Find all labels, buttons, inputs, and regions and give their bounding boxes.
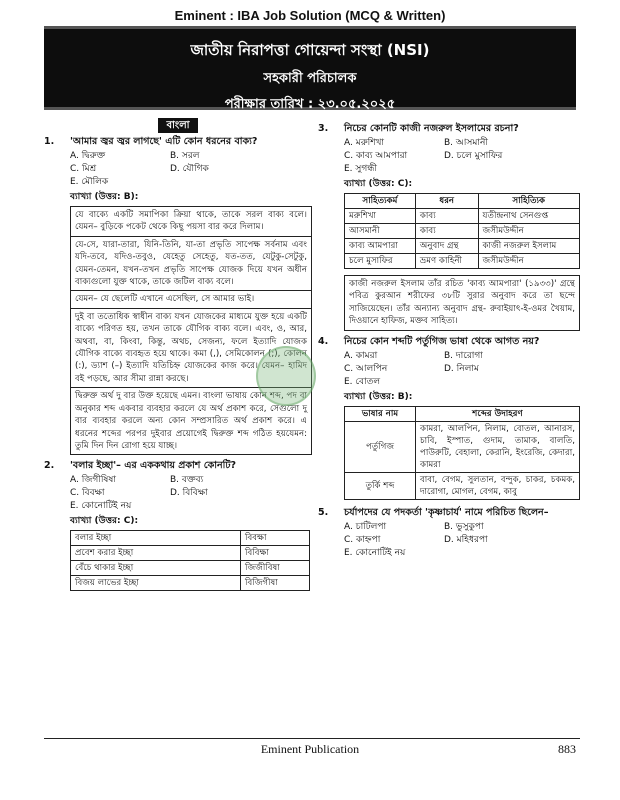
option-b: B. ভুসুকুপা: [444, 521, 484, 532]
table-cell: জিজীবিষা: [241, 561, 310, 576]
table-header: সাহিত্যিক: [478, 194, 579, 209]
right-column: [318, 118, 580, 560]
exam-header-box: [44, 26, 576, 110]
option-d: D. চলে মুসাফির: [444, 151, 503, 161]
table-cell: তুর্কি শব্দ: [345, 472, 416, 499]
option-d: D. মহিধরপা: [444, 534, 488, 545]
question-number: 1.: [44, 136, 55, 147]
question-number: 5.: [318, 506, 329, 518]
table-row: [71, 531, 310, 546]
table-cell: বেঁচে থাকার ইচ্ছা: [71, 561, 241, 576]
answer-table: [344, 193, 580, 269]
table-cell: বলার ইচ্ছা: [71, 531, 241, 546]
table-row: [345, 254, 580, 269]
table-cell: জসীমউদ্দীন: [478, 254, 579, 269]
answer-table: [70, 530, 310, 591]
option-a: A. দ্বিরুক্ত: [70, 151, 106, 161]
question-number: 3.: [318, 123, 329, 134]
book-title: Eminent : IBA Job Solution (MCQ & Written): [174, 8, 446, 23]
table-cell: চলে মুসাফির: [345, 254, 416, 269]
table-cell: পর্তুগিজ: [345, 421, 416, 472]
option-c: C. বিবক্ষা: [70, 488, 105, 499]
table-cell: জসীমউদ্দীন: [478, 224, 579, 239]
option-d: D. বিবিক্ষা: [170, 488, 208, 499]
option-c: C. আলপিন: [344, 363, 388, 374]
answer-table: [344, 406, 580, 500]
option-c: C. কাহ্নপা: [344, 534, 381, 545]
question-4-options: [318, 350, 580, 376]
table-cell: অনুবাদ গ্রন্থ: [415, 239, 478, 254]
table-cell: বিজিগীষা: [241, 576, 310, 591]
option-a: A. জিগীষিষা: [70, 475, 116, 486]
option-d: D. যৌগিক: [170, 164, 209, 174]
option-d: D. নিলাম: [444, 363, 479, 374]
footer-divider: [44, 738, 580, 739]
publisher-watermark-icon: [256, 346, 316, 406]
table-row: [345, 224, 580, 239]
table-cell: মরুশিখা: [345, 209, 416, 224]
option-a: A. কামরা: [344, 350, 378, 361]
answer-label: ব্যাখ্যা (উত্তর: B):: [70, 192, 139, 202]
option-e: E. বোতল: [344, 376, 381, 387]
answer-label: ব্যাখ্যা (উত্তর: C):: [344, 179, 413, 189]
footer-publisher: Eminent Publication: [260, 742, 360, 756]
table-row: [345, 239, 580, 254]
question-3: [318, 122, 580, 135]
table-cell: কাব্য: [415, 209, 478, 224]
table-row: [71, 546, 310, 561]
table-header: শব্দের উদাহরণ: [416, 406, 580, 421]
question-2: [44, 459, 312, 472]
table-row: [71, 561, 310, 576]
table-row: [71, 576, 310, 591]
page-number: 883: [558, 742, 576, 756]
table-cell: ভ্রমণ কাহিনী: [415, 254, 478, 269]
question-5-options: [318, 521, 580, 547]
explanation-box: যে-সে, যারা-তারা, যিনি-তিনি, যা-তা প্রভৃতি সাপেক্ষ সর্বনাম এবং যদি-তবে, যদিও-তবুও, যেহেতু সেহেতু, যত-তত, যেটুকু-সেটুকু, যেমন-তেমন, যখন-তখন প্রভৃতি সাপেক্ষ যোজক দিয়ে যখন অধীন বাক্যগুলো যুক্ত থাকে, তাকে জটিল বাক্য বলে।: [70, 237, 312, 292]
table-header-row: [345, 406, 580, 421]
table-header: সাহিত্যকর্ম: [345, 194, 416, 209]
table-cell: বিজয় লাভের ইচ্ছা: [71, 576, 241, 591]
table-row: [345, 421, 580, 472]
exam-date: পরীক্ষার তারিখ : ২৩.০৫.২০২৫: [224, 97, 396, 112]
option-e: E. কোনোটিই নয়: [344, 547, 406, 558]
option-b: B. দারোগা: [444, 350, 483, 361]
question-2-options: [44, 474, 312, 500]
subject-tag: বাংলা: [158, 118, 198, 133]
table-cell: কামরা, আলপিন, নিলাম, বোতল, আনারস, চাবি, ইস্পাত, গুদাম, তামাক, বালতি, পাউরুটি, বেহালা, কেরানি, ইংরেজি, কেদারা, কামরা: [416, 421, 580, 472]
table-header-row: [345, 194, 580, 209]
post-name: সহকারী পরিচালক: [263, 71, 357, 86]
option-e: E. সুগন্ধী: [344, 164, 377, 174]
question-4: [318, 335, 580, 348]
option-b: B. সরল: [170, 151, 200, 161]
question-3-options: [318, 137, 580, 163]
question-1: [44, 135, 312, 148]
option-b: B. বক্তব্য: [170, 475, 204, 486]
question-1-options: [44, 150, 312, 176]
question-text: 'বলার ইচ্ছা'– এর এককথায় প্রকাশ কোনটি?: [70, 460, 237, 472]
table-header: ধরন: [415, 194, 478, 209]
option-a: A. মরুশিখা: [344, 138, 385, 148]
table-row: [345, 209, 580, 224]
table-cell: কাব্য আমপারা: [345, 239, 416, 254]
question-text: নিচের কোনটি কাজী নজরুল ইসলামের রচনা?: [344, 123, 519, 134]
table-cell: প্রবেশ করার ইচ্ছা: [71, 546, 241, 561]
table-cell: কাজী নজরুল ইসলাম: [478, 239, 579, 254]
note-box: কাজী নজরুল ইসলাম তাঁর রচিত 'কাব্য আমপারা' (১৯৩৩)' গ্রন্থে পবিত্র কুরআন শরীফের ৩৮টি সুরার অনুবাদ করে তা ছন্দে সাজিয়েছেন। তাঁর অন্যান্য অনুবাদ গ্রন্থ- রুবাইয়াৎ-ই-ওমর খৈয়াম, দিওয়ানে হাফিজ, মক্তব সাহিত্য।: [344, 275, 580, 331]
option-b: B. আসমানী: [444, 138, 488, 148]
explanation-box: যে বাক্যে একটি সমাপিকা ক্রিয়া থাকে, তাকে সরল বাক্য বলে। যেমন– বুড়িকে পকেট থেকে কিছু পয়সা বার করে দিলাম।: [70, 206, 312, 237]
option-e: E. মৌলিক: [70, 177, 109, 187]
table-row: [345, 472, 580, 499]
answer-label: ব্যাখ্যা (উত্তর: B):: [344, 391, 413, 402]
table-cell: কাব্য: [415, 224, 478, 239]
question-number: 4.: [318, 335, 329, 347]
table-cell: বাবা, বেগম, সুলতান, বন্দুক, চাকর, চকমক, দারোগা, মোগল, বেগম, কাবু: [416, 472, 580, 499]
table-header: ভাষার নাম: [345, 406, 416, 421]
question-text: 'আমার জ্বর জ্বর লাগছে' এটি কোন ধরনের বাক্য?: [70, 136, 258, 147]
question-number: 2.: [44, 460, 55, 472]
table-cell: বিবক্ষা: [241, 531, 310, 546]
option-e: E. কোনোটিই নয়: [70, 501, 132, 512]
question-5: [318, 506, 580, 519]
table-cell: বিবিক্ষা: [241, 546, 310, 561]
option-c: C. মিশ্র: [70, 164, 97, 174]
table-cell: যতীন্দ্রনাথ সেনগুপ্ত: [478, 209, 579, 224]
answer-label: ব্যাখ্যা (উত্তর: C):: [70, 516, 139, 527]
question-text: নিচের কোন শব্দটি পর্তুগিজ ভাষা থেকে আগত নয়?: [344, 335, 540, 347]
question-text: চর্যাপদের যে পদকর্তা 'কৃষ্ণাচার্য' নামে পরিচিত ছিলেন–: [344, 506, 549, 518]
option-c: C. কাব্য আমপারা: [344, 151, 408, 161]
explanation-box: যেমন– যে ছেলেটি এখানে এসেছিল, সে আমার ভাই।: [70, 291, 312, 308]
table-cell: আসমানী: [345, 224, 416, 239]
organization-name: জাতীয় নিরাপত্তা গোয়েন্দা সংস্থা (NSI): [190, 41, 430, 59]
explanation-box: দ্বিরুক্ত অর্থ দু বার উক্ত হয়েছে এমন। বাংলা ভাষায় কোন শব্দ, পদ বা অনুকার শব্দ একবার ব্যবহার করলে যে অর্থ প্রকাশ করে, সেগুলো দু বার ব্যবহার করলে অন্য কোন সম্প্রসারিত অর্থ প্রকাশ করে। এ ধরনের শব্দের পরপর দুইবার প্রয়োগেই দ্বিরুক্ত শব্দ গঠিত হয়যেমন: তুমি দিন দিন রোগা হয়ে যাচ্ছ।: [70, 388, 312, 455]
option-a: A. চাটিলপা: [344, 521, 387, 532]
explanation-box: দুই বা ততোধিক স্বাধীন বাক্য যখন যোজকের মাধ্যমে যুক্ত হয়ে একটি বাক্যে পরিণত হয়, তখন তাকে যৌগিক বাক্য বলে। এবং, ও, আর, অথবা, বা, কিংবা, কিন্তু, অথচ, সেজন্য, ফলে ইত্যাদি যোজক যৌগিক বাক্যে ব্যবহৃত হয়ে থাকে। কমা (,), সেমিকোলন (;), কোলন (:), ড্যাশ (–) ইত্যাদি যতিচিহ্ন যোজকের কাজ করে। যেমন– হামিদ বই পড়ছে, আর সীমা রান্না করছে।: [70, 309, 312, 388]
